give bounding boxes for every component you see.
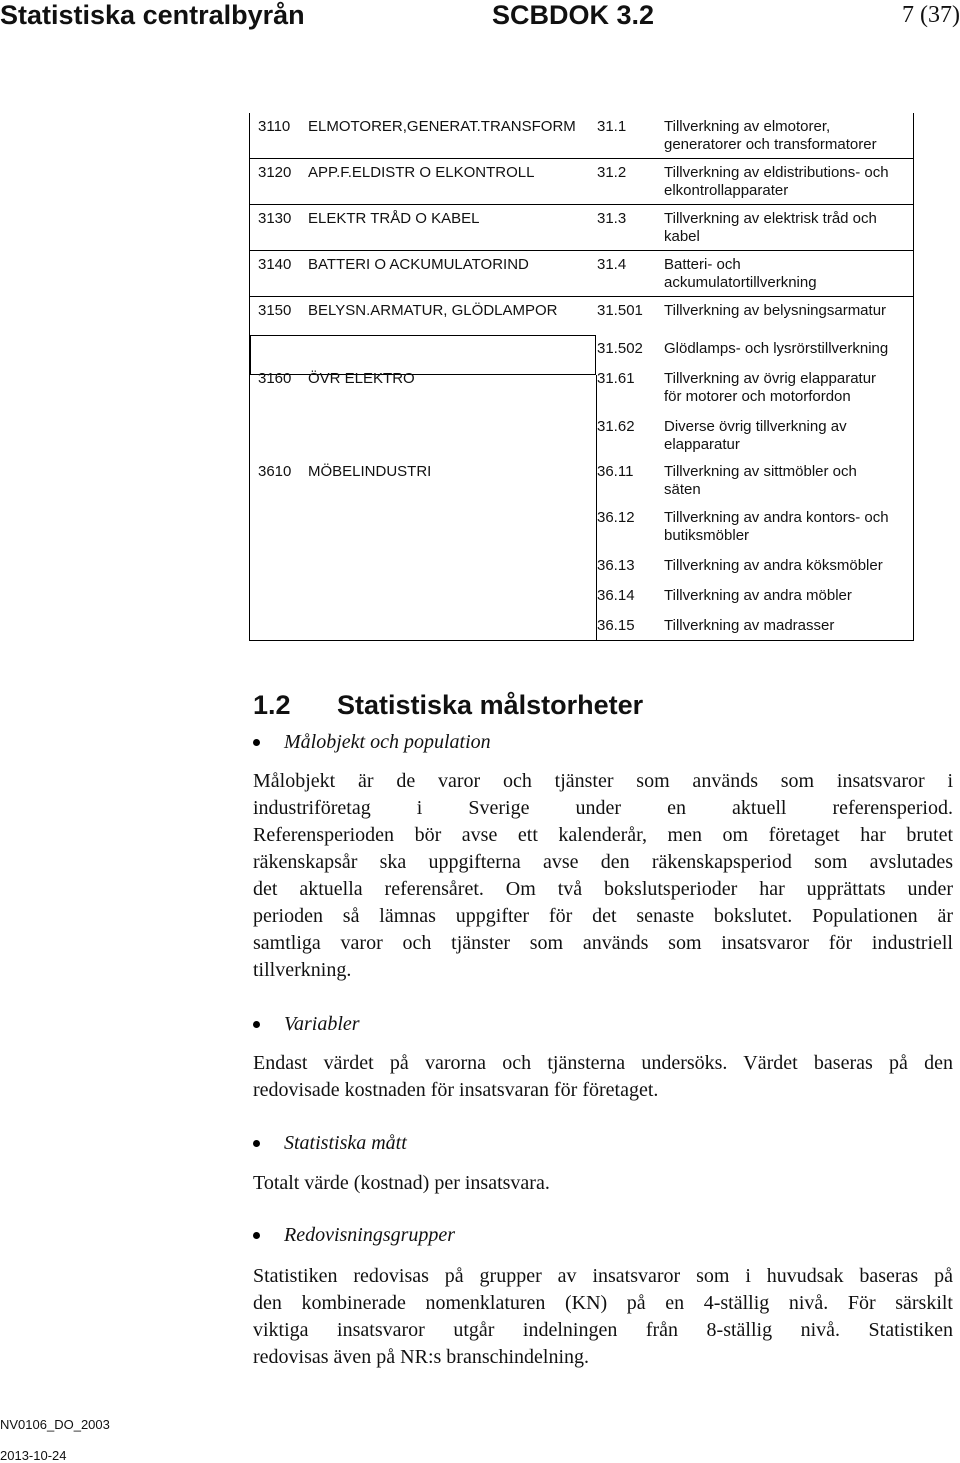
table-cell-name: APP.F.ELDISTR O ELKONTROLL: [308, 164, 535, 181]
table-cell-description: Tillverkning av andra köksmöbler: [664, 557, 883, 574]
table-cell-description-cont: säten: [664, 481, 701, 498]
table-cell-description: Batteri- och: [664, 256, 741, 273]
table-cell-nace: 36.13: [597, 557, 635, 574]
paragraph-line: Statistiken redovisas på grupper av insatsvaror som i huvudsak baseras på: [253, 1265, 953, 1287]
footer-date: 2013-10-24: [0, 1448, 67, 1463]
table-cell-nace: 31.1: [597, 118, 627, 135]
paragraph-line: perioden så lämnas uppgifter för det senaste bokslutet. Populationen är: [253, 905, 953, 927]
subsection-heading-redovisningsgrupper: Redovisningsgrupper: [253, 1224, 455, 1247]
table-cell-name: ELMOTORER,GENERAT.TRANSFORM: [308, 118, 576, 135]
paragraph-line: den kombinerade nomenklaturen (KN) på en 4-ställig nivå. För särskilt: [253, 1292, 953, 1314]
table-cell-description-cont: butiksmöbler: [664, 527, 750, 544]
page-number: 7 (37): [902, 2, 960, 28]
table-cell-nace: 36.14: [597, 587, 635, 604]
table-cell-description: Tillverkning av elektrisk tråd och: [664, 210, 877, 227]
footer-doc-code: NV0106_DO_2003: [0, 1417, 110, 1432]
paragraph-line: räkenskapsår ska uppgifterna avse den räkenskapsperiod som avslutades: [253, 851, 953, 873]
subsection-heading-statistiska-matt: Statistiska mått: [253, 1132, 407, 1155]
table-cell-code: 3150: [258, 302, 292, 319]
table-cell-description: Tillverkning av elmotorer,: [664, 118, 831, 135]
subsection-heading-variabler: Variabler: [253, 1013, 360, 1036]
table-cell-description: Tillverkning av övrig elapparatur: [664, 370, 877, 387]
table-cell-nace: 36.12: [597, 509, 635, 526]
table-cell-code: 3110: [258, 118, 291, 135]
paragraph-line: samtliga varor och tjänster som används som insatsvaror för industriell: [253, 932, 953, 954]
table-cell-description: Tillverkning av eldistributions- och: [664, 164, 889, 181]
table-cell-description: Glödlamps- och lysrörstillverkning: [664, 340, 889, 357]
table-cell-code: 3140: [258, 256, 292, 273]
document-id: SCBDOK 3.2: [492, 0, 655, 30]
table-cell-nace: 31.4: [597, 256, 627, 273]
table-cell-description-cont: ackumulatortillverkning: [664, 274, 817, 291]
paragraph-line: viktiga insatsvaror utgår indelningen från 8-ställig nivå. Statistiken: [253, 1319, 953, 1341]
bullet-icon: [253, 1140, 260, 1147]
table-cell-description-cont: för motorer och motorfordon: [664, 388, 851, 405]
section-number: 1.2: [253, 690, 291, 720]
paragraph-line: redovisas även på NR:s branschindelning.: [253, 1346, 590, 1368]
table-row-separator: [250, 296, 913, 297]
paragraph-line: industriföretag i Sverige under en aktuell referensperiod.: [253, 797, 953, 819]
paragraph-line: Endast värdet på varorna och tjänsterna undersöks. Värdet baseras på den: [253, 1052, 953, 1074]
bullet-icon: [253, 739, 260, 746]
paragraph-line: tillverkning.: [253, 959, 352, 981]
table-cell-name: ELEKTR TRÅD O KABEL: [308, 210, 480, 227]
classification-table: [249, 113, 914, 641]
table-cell-description: Tillverkning av andra möbler: [664, 587, 852, 604]
paragraph-redovisningsgrupper: [253, 1263, 953, 1371]
paragraph-line: redovisade kostnaden för insatsvaran för företaget.: [253, 1079, 659, 1101]
paragraph-line: Målobjekt är de varor och tjänster som används som insatsvaror i: [253, 770, 953, 792]
table-row-separator: [250, 250, 913, 251]
table-cell-code: 3160: [258, 370, 292, 387]
table-cell-description-cont: elkontrollapparater: [664, 182, 789, 199]
paragraph-malobjekt: [253, 768, 953, 984]
section-title: Statistiska målstorheter: [337, 690, 644, 720]
paragraph-variabler: [253, 1050, 953, 1104]
table-cell-description: Diverse övrig tillverkning av: [664, 418, 847, 435]
table-cell-code: 3610: [258, 463, 292, 480]
table-empty-cell: [250, 335, 596, 375]
page-header: [0, 0, 960, 36]
table-cell-description: Tillverkning av sittmöbler och: [664, 463, 857, 480]
table-row-separator: [250, 158, 913, 159]
table-cell-description-cont: generatorer och transformatorer: [664, 136, 877, 153]
table-cell-nace: 31.3: [597, 210, 627, 227]
bullet-icon: [253, 1021, 260, 1028]
paragraph-line: Totalt värde (kostnad) per insatsvara.: [253, 1172, 550, 1194]
table-cell-description-cont: elapparatur: [664, 436, 740, 453]
table-cell-description: Tillverkning av madrasser: [664, 617, 835, 634]
table-row-separator: [250, 204, 913, 205]
table-cell-nace: 31.2: [597, 164, 627, 181]
organization-name: Statistiska centralbyrån: [0, 0, 305, 30]
table-cell-description: Tillverkning av belysningsarmatur: [664, 302, 887, 319]
table-cell-name: ÖVR ELEKTRO: [308, 370, 415, 387]
table-cell-nace: 31.501: [597, 302, 643, 319]
table-cell-name: BATTERI O ACKUMULATORIND: [308, 256, 529, 273]
table-cell-description-cont: kabel: [664, 228, 700, 245]
paragraph-line: Referensperioden bör avse ett kalenderår, men om företaget har brutet: [253, 824, 953, 846]
table-cell-description: Tillverkning av andra kontors- och: [664, 509, 889, 526]
table-cell-name: MÖBELINDUSTRI: [308, 463, 432, 480]
table-cell-name: BELYSN.ARMATUR, GLÖDLAMPOR: [308, 302, 558, 319]
table-cell-nace: 36.11: [597, 463, 634, 480]
subsection-heading-malobjekt: Målobjekt och population: [253, 731, 491, 754]
table-cell-code: 3120: [258, 164, 292, 181]
table-cell-nace: 31.61: [597, 370, 635, 387]
paragraph-statistiska-matt: [253, 1170, 953, 1197]
table-cell-nace: 31.502: [597, 340, 643, 357]
section-heading: [253, 690, 643, 721]
bullet-icon: [253, 1232, 260, 1239]
paragraph-line: det aktuella referensåret. Om två bokslutsperioder har upprättats under: [253, 878, 953, 900]
table-cell-nace: 36.15: [597, 617, 635, 634]
table-cell-nace: 31.62: [597, 418, 635, 435]
table-cell-code: 3130: [258, 210, 292, 227]
